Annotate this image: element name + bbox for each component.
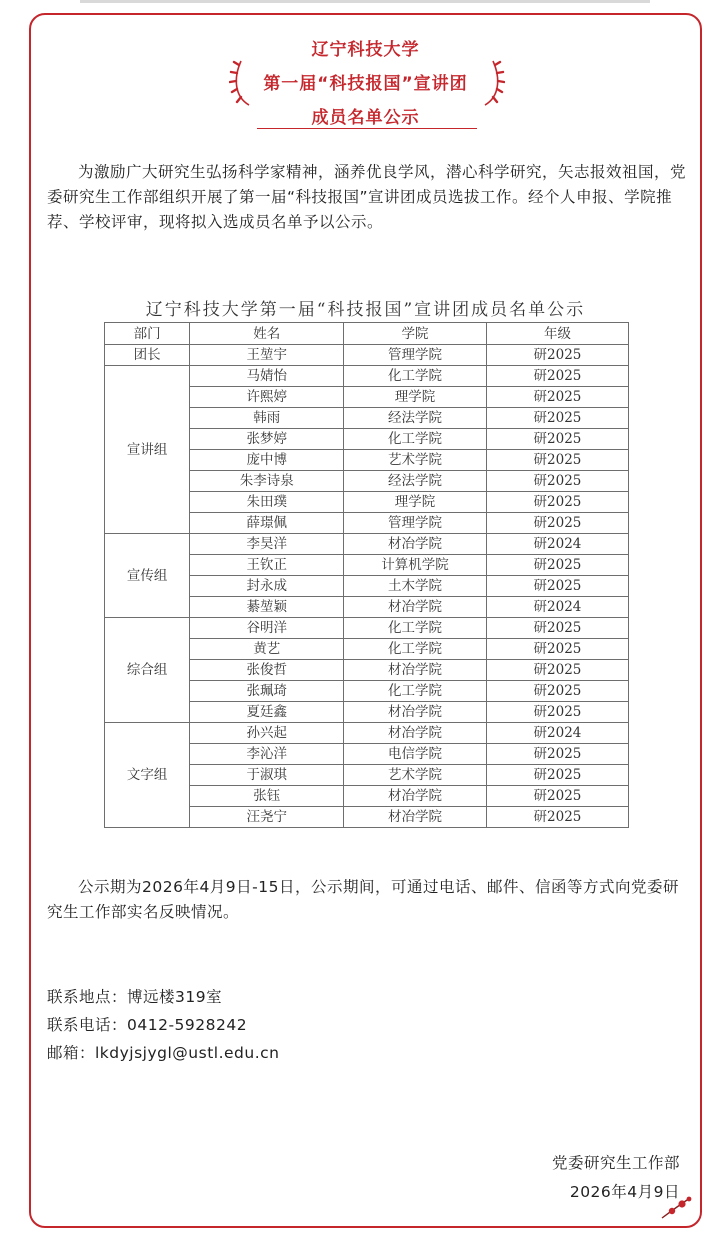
grade-cell: 研2025 — [486, 660, 628, 681]
school-cell: 材冶学院 — [344, 786, 487, 807]
grade-cell: 研2025 — [486, 765, 628, 786]
grade-cell: 研2025 — [486, 408, 628, 429]
announcement-card — [29, 13, 702, 1228]
grade-cell: 研2025 — [486, 429, 628, 450]
name-cell: 孙兴起 — [190, 723, 344, 744]
name-cell: 李昊洋 — [190, 534, 344, 555]
name-cell: 汪尧宁 — [190, 807, 344, 828]
school-cell: 化工学院 — [344, 618, 487, 639]
name-cell: 谷明洋 — [190, 618, 344, 639]
name-cell: 綦堃颖 — [190, 597, 344, 618]
dept-cell: 宣讲组 — [105, 366, 190, 534]
intro-paragraph: 为激励广大研究生弘扬科学家精神，涵养优良学风，潜心科学研究，矢志报效祖国，党委研究生工作部组织开展了第一届“科技报国”宣讲团成员选拔工作。经个人申报、学院推荐、学校评审，现将拟入选成员名单予以公示。 — [47, 163, 687, 231]
dept-cell: 文字组 — [105, 723, 190, 828]
school-cell: 电信学院 — [344, 744, 487, 765]
title-underline — [257, 128, 477, 129]
header-name: 姓名 — [190, 323, 344, 345]
grade-cell: 研2025 — [486, 681, 628, 702]
signature-org: 党委研究生工作部 — [551, 1154, 680, 1172]
table-row — [105, 618, 629, 639]
table-header-row — [105, 323, 629, 345]
grade-cell: 研2025 — [486, 786, 628, 807]
school-cell: 化工学院 — [344, 639, 487, 660]
grade-cell: 研2025 — [486, 576, 628, 597]
grade-cell: 研2025 — [486, 492, 628, 513]
school-cell: 土木学院 — [344, 576, 487, 597]
header-school: 学院 — [344, 323, 487, 345]
school-cell: 艺术学院 — [344, 450, 487, 471]
school-cell: 计算机学院 — [344, 555, 487, 576]
title-line-subject: 成员名单公示 — [311, 108, 420, 128]
grade-cell: 研2025 — [486, 807, 628, 828]
table-row — [105, 345, 629, 366]
title-line-university: 辽宁科技大学 — [311, 40, 420, 60]
table-body — [105, 345, 629, 828]
title-line-program: 第一届“科技报国”宣讲团 — [263, 74, 468, 94]
table-row — [105, 723, 629, 744]
school-cell: 理学院 — [344, 387, 487, 408]
dept-cell: 宣传组 — [105, 534, 190, 618]
table-row — [105, 534, 629, 555]
grade-cell: 研2024 — [486, 534, 628, 555]
grade-cell: 研2025 — [486, 555, 628, 576]
school-cell: 材冶学院 — [344, 702, 487, 723]
school-cell: 材冶学院 — [344, 597, 487, 618]
grade-cell: 研2025 — [486, 639, 628, 660]
notice-paragraph: 公示期为2026年4月9日-15日，公示期间，可通过电话、邮件、信函等方式向党委研究生工作部实名反映情况。 — [47, 878, 679, 921]
school-cell: 化工学院 — [344, 429, 487, 450]
grade-cell: 研2025 — [486, 387, 628, 408]
school-cell: 材冶学院 — [344, 660, 487, 681]
name-cell: 夏廷鑫 — [190, 702, 344, 723]
name-cell: 薛璟佩 — [190, 513, 344, 534]
plum-blossom-icon — [660, 1194, 694, 1220]
dept-cell: 团长 — [105, 345, 190, 366]
name-cell: 李沁洋 — [190, 744, 344, 765]
name-cell: 于淑琪 — [190, 765, 344, 786]
name-cell: 马婧怡 — [190, 366, 344, 387]
announcement-title — [31, 33, 700, 135]
grade-cell: 研2024 — [486, 723, 628, 744]
grade-cell: 研2025 — [486, 744, 628, 765]
name-cell: 韩雨 — [190, 408, 344, 429]
school-cell: 艺术学院 — [344, 765, 487, 786]
name-cell: 朱田璞 — [190, 492, 344, 513]
name-cell: 张俊哲 — [190, 660, 344, 681]
grade-cell: 研2025 — [486, 345, 628, 366]
name-cell: 张珮琦 — [190, 681, 344, 702]
school-cell: 材冶学院 — [344, 723, 487, 744]
dept-cell: 综合组 — [105, 618, 190, 723]
contact-address: 联系地点：博远楼319室 — [47, 988, 223, 1006]
member-table — [104, 322, 629, 828]
name-cell: 朱李诗泉 — [190, 471, 344, 492]
school-cell: 材冶学院 — [344, 807, 487, 828]
school-cell: 化工学院 — [344, 366, 487, 387]
grade-cell: 研2025 — [486, 450, 628, 471]
grade-cell: 研2025 — [486, 702, 628, 723]
school-cell: 材冶学院 — [344, 534, 487, 555]
header-grade: 年级 — [486, 323, 628, 345]
school-cell: 经法学院 — [344, 471, 487, 492]
school-cell: 管理学院 — [344, 513, 487, 534]
name-cell: 庞中博 — [190, 450, 344, 471]
name-cell: 王钦正 — [190, 555, 344, 576]
grade-cell: 研2025 — [486, 366, 628, 387]
school-cell: 经法学院 — [344, 408, 487, 429]
contact-email: 邮箱：lkdyjsjygl@ustl.edu.cn — [47, 1044, 280, 1062]
grade-cell: 研2025 — [486, 471, 628, 492]
header-dept: 部门 — [105, 323, 190, 345]
table-title: 辽宁科技大学第一届“科技报国”宣讲团成员名单公示 — [145, 300, 586, 320]
grade-cell: 研2024 — [486, 597, 628, 618]
name-cell: 张梦婷 — [190, 429, 344, 450]
name-cell: 黄艺 — [190, 639, 344, 660]
contact-phone: 联系电话：0412-5928242 — [47, 1016, 248, 1034]
name-cell: 封永成 — [190, 576, 344, 597]
name-cell: 张钰 — [190, 786, 344, 807]
school-cell: 化工学院 — [344, 681, 487, 702]
grade-cell: 研2025 — [486, 618, 628, 639]
school-cell: 理学院 — [344, 492, 487, 513]
name-cell: 王堃宇 — [190, 345, 344, 366]
signature-date: 2026年4月9日 — [569, 1183, 680, 1201]
grade-cell: 研2025 — [486, 513, 628, 534]
table-row — [105, 366, 629, 387]
name-cell: 许熙婷 — [190, 387, 344, 408]
school-cell: 管理学院 — [344, 345, 487, 366]
top-divider — [80, 0, 650, 3]
